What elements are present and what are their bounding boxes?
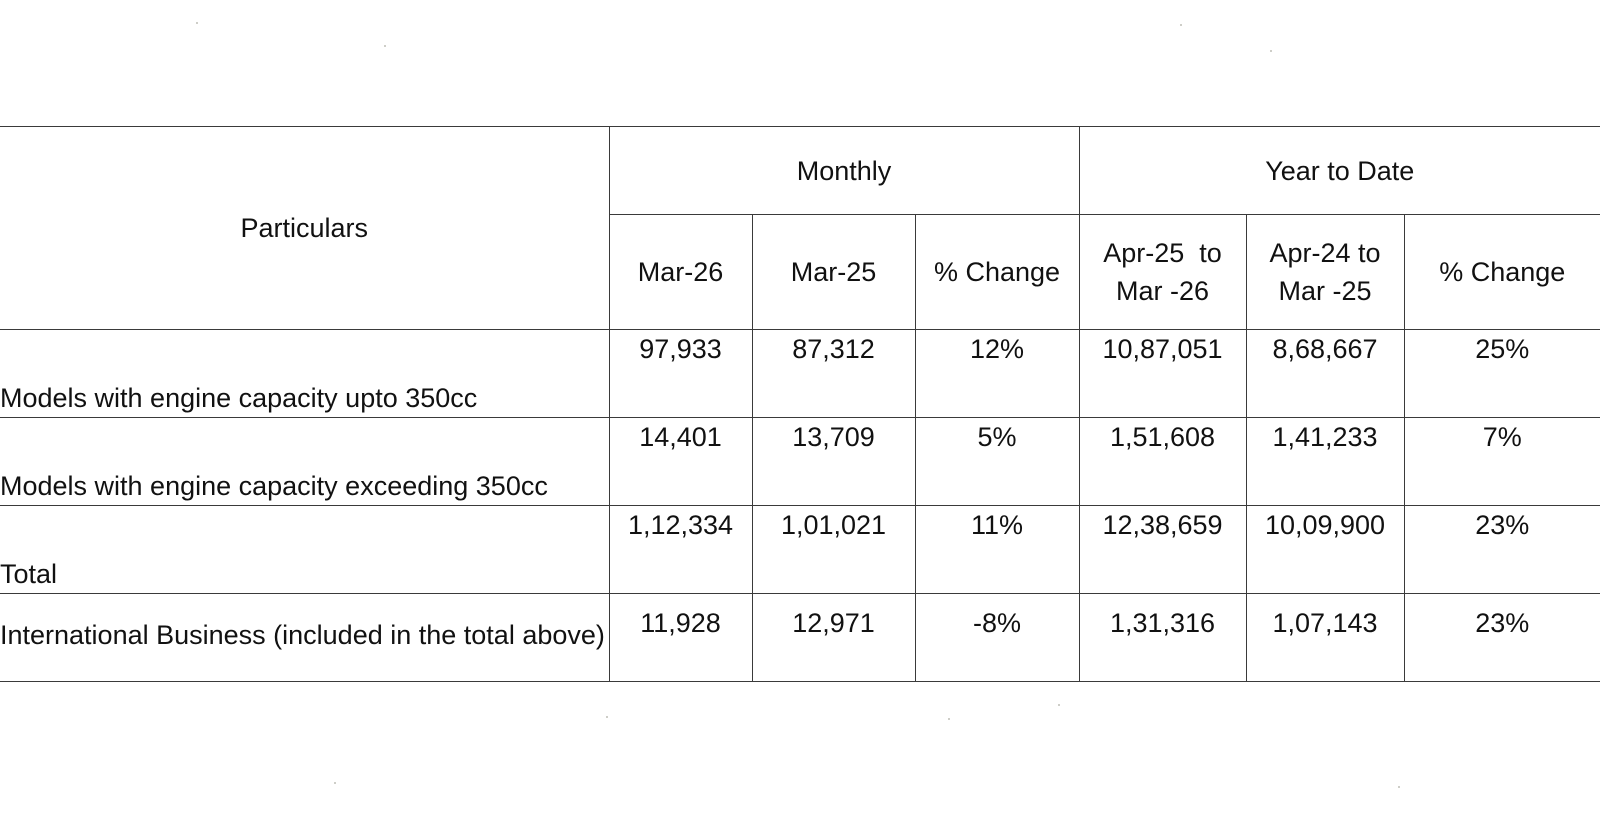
monthly-current-cell: 14,401 — [609, 418, 752, 506]
monthly-change-cell: 11% — [915, 506, 1079, 594]
ytd-previous-header-line2: Mar -25 — [1278, 276, 1372, 306]
ytd-change-header: % Change — [1404, 215, 1600, 330]
ytd-previous-cell: 1,41,233 — [1246, 418, 1404, 506]
scan-speck — [606, 716, 608, 718]
header-row-groups — [0, 127, 1600, 215]
monthly-current-cell: 11,928 — [609, 594, 752, 682]
monthly-previous-cell: 1,01,021 — [752, 506, 915, 594]
ytd-header: Year to Date — [1079, 127, 1600, 215]
ytd-current-cell: 12,38,659 — [1079, 506, 1246, 594]
scan-speck — [196, 22, 198, 24]
ytd-previous-header-line1: Apr-24 to — [1269, 238, 1381, 268]
ytd-current-cell: 1,51,608 — [1079, 418, 1246, 506]
monthly-previous-cell: 12,971 — [752, 594, 915, 682]
scan-speck — [1398, 786, 1400, 788]
monthly-current-cell: 1,12,334 — [609, 506, 752, 594]
ytd-change-cell: 7% — [1404, 418, 1600, 506]
ytd-change-cell: 25% — [1404, 330, 1600, 418]
particulars-header: Particulars — [0, 127, 609, 330]
ytd-change-cell: 23% — [1404, 506, 1600, 594]
row-label: Total — [0, 506, 609, 594]
monthly-previous-cell: 87,312 — [752, 330, 915, 418]
table-row — [0, 418, 1600, 506]
scan-speck — [1270, 50, 1272, 52]
monthly-previous-cell: 13,709 — [752, 418, 915, 506]
scan-speck — [1058, 704, 1060, 706]
monthly-current-cell: 97,933 — [609, 330, 752, 418]
table-row — [0, 506, 1600, 594]
monthly-current-header: Mar-26 — [609, 215, 752, 330]
ytd-current-header-line1: Apr-25 to — [1103, 238, 1222, 268]
monthly-change-cell: 12% — [915, 330, 1079, 418]
monthly-change-header: % Change — [915, 215, 1079, 330]
row-label: Models with engine capacity exceeding 350cc — [0, 418, 609, 506]
ytd-previous-cell: 1,07,143 — [1246, 594, 1404, 682]
row-label: International Business (included in the total above) — [0, 594, 609, 682]
ytd-previous-cell: 10,09,900 — [1246, 506, 1404, 594]
ytd-change-cell: 23% — [1404, 594, 1600, 682]
monthly-change-cell: -8% — [915, 594, 1079, 682]
ytd-current-header-line2: Mar -26 — [1116, 276, 1210, 306]
table-row — [0, 330, 1600, 418]
ytd-current-cell: 1,31,316 — [1079, 594, 1246, 682]
monthly-change-cell: 5% — [915, 418, 1079, 506]
monthly-header: Monthly — [609, 127, 1079, 215]
row-label: Models with engine capacity upto 350cc — [0, 330, 609, 418]
table-row — [0, 594, 1600, 682]
ytd-previous-cell: 8,68,667 — [1246, 330, 1404, 418]
scan-speck — [1180, 24, 1182, 26]
monthly-previous-header: Mar-25 — [752, 215, 915, 330]
ytd-current-header — [1079, 215, 1246, 330]
sales-table — [0, 126, 1600, 682]
scan-speck — [948, 718, 950, 720]
scan-speck — [334, 782, 336, 784]
ytd-previous-header — [1246, 215, 1404, 330]
scan-speck — [384, 45, 386, 47]
ytd-current-cell: 10,87,051 — [1079, 330, 1246, 418]
